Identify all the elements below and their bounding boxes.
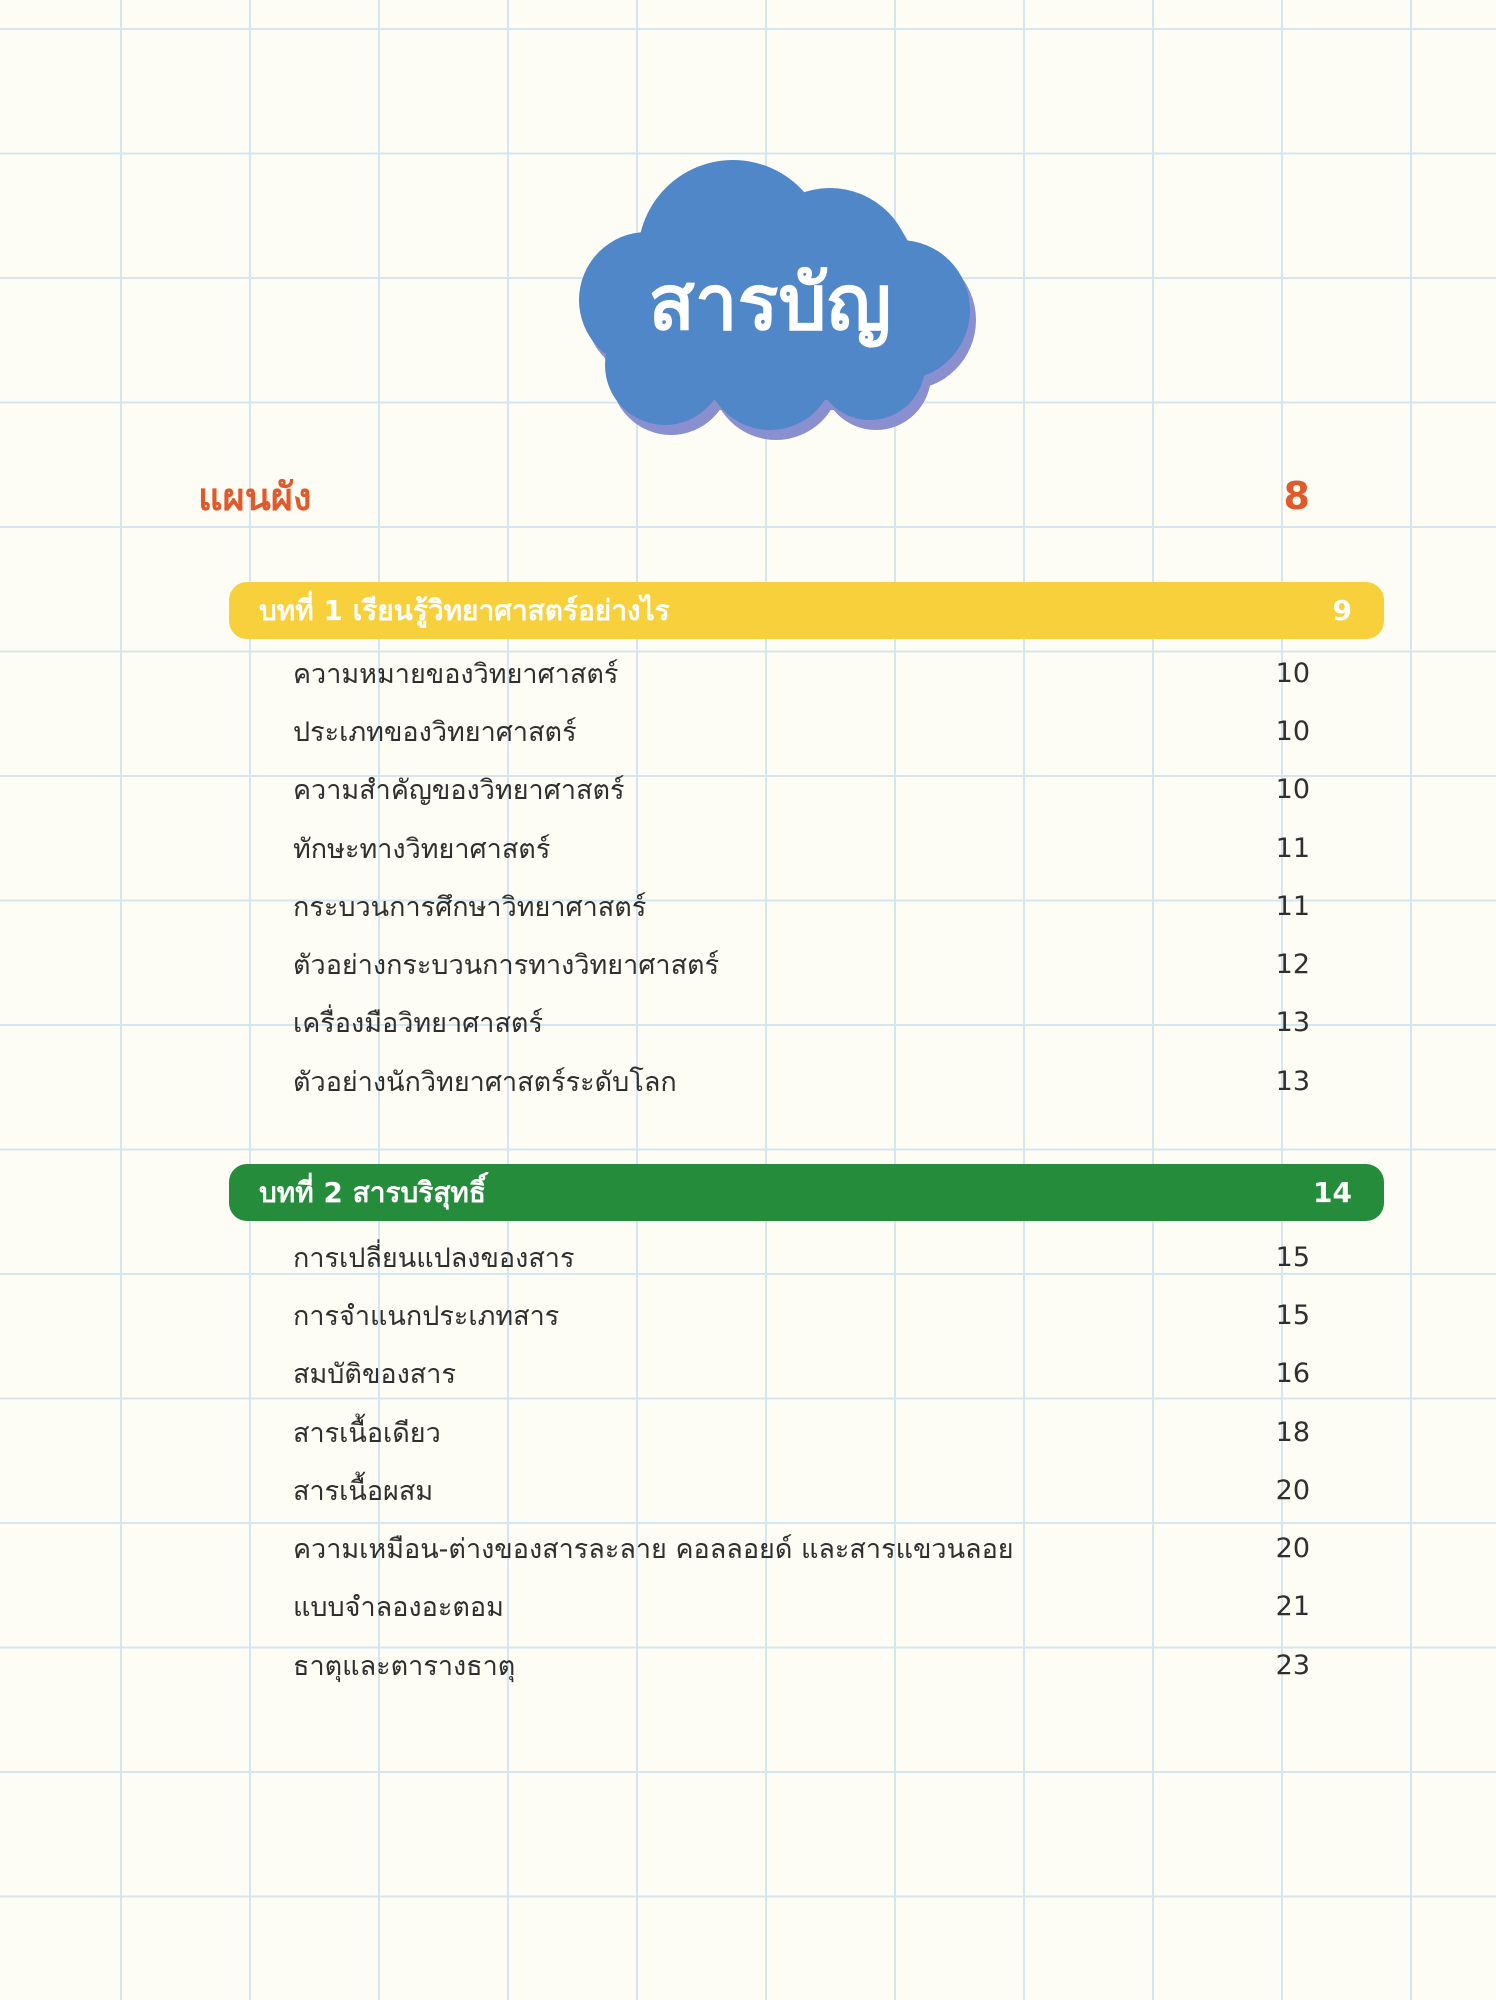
toc-entry-label: การจำแนกประเภทสาร xyxy=(293,1300,560,1332)
toc-entry[interactable] xyxy=(293,1636,1310,1694)
toc-entry-page: 20 xyxy=(1275,1533,1310,1565)
toc-entry-page: 11 xyxy=(1275,890,1310,922)
toc-entry-label: สารเนื้อผสม xyxy=(293,1475,434,1507)
chapter-1-entries xyxy=(293,644,1310,1110)
toc-entry-label: ประเภทของวิทยาศาสตร์ xyxy=(293,716,577,748)
toc-entry-label: ความหมายของวิทยาศาสตร์ xyxy=(293,658,619,690)
toc-entry-page: 15 xyxy=(1275,1299,1310,1331)
toc-entry-page: 20 xyxy=(1275,1474,1310,1506)
toc-entry-page: 15 xyxy=(1275,1241,1310,1273)
toc-entry[interactable] xyxy=(293,1461,1310,1519)
toc-entry-page: 12 xyxy=(1275,949,1310,981)
toc-entry[interactable] xyxy=(293,1228,1310,1286)
preface-page: 8 xyxy=(1283,474,1310,518)
toc-entry[interactable] xyxy=(293,644,1310,702)
toc-entry[interactable] xyxy=(293,1578,1310,1636)
toc-entry-page: 21 xyxy=(1275,1591,1310,1623)
chapter-2-title: บทที่ 2 สารบริสุทธิ์ xyxy=(259,1175,486,1209)
toc-entry-page: 13 xyxy=(1275,1065,1310,1097)
toc-entry-label: สมบัติของสาร xyxy=(293,1359,456,1391)
toc-entry[interactable] xyxy=(293,1052,1310,1110)
preface-label: แผนผัง xyxy=(198,474,312,519)
toc-entry[interactable] xyxy=(293,1403,1310,1461)
toc-entry-label: การเปลี่ยนแปลงของสาร xyxy=(293,1242,575,1274)
chapter-1-title: บทที่ 1 เรียนรู้วิทยาศาสตร์อย่างไร xyxy=(259,593,670,627)
toc-entry[interactable] xyxy=(293,1286,1310,1344)
toc-entry[interactable] xyxy=(293,877,1310,935)
toc-entry-page: 10 xyxy=(1275,774,1310,806)
toc-entry[interactable] xyxy=(293,702,1310,760)
toc-entry-page: 18 xyxy=(1275,1416,1310,1448)
toc-entry-label: ความเหมือน-ต่างของสารละลาย คอลลอยด์ และสารแขวนลอย xyxy=(293,1534,1014,1566)
toc-entry-page: 11 xyxy=(1275,832,1310,864)
toc-entry-label: สารเนื้อเดียว xyxy=(293,1417,441,1449)
toc-entry-page: 23 xyxy=(1275,1649,1310,1681)
toc-entry-page: 10 xyxy=(1275,657,1310,689)
toc-entry-label: ทักษะทางวิทยาศาสตร์ xyxy=(293,833,551,865)
toc-entry[interactable] xyxy=(293,935,1310,993)
toc-entry[interactable] xyxy=(293,1345,1310,1403)
toc-entry-page: 13 xyxy=(1275,1007,1310,1039)
title-cloud xyxy=(555,150,985,440)
toc-entry-label: เครื่องมือวิทยาศาสตร์ xyxy=(293,1008,543,1040)
preface-entry[interactable] xyxy=(198,466,1310,526)
toc-entry-page: 10 xyxy=(1275,715,1310,747)
chapter-2-page: 14 xyxy=(1313,1176,1352,1209)
toc-entry-label: ธาตุและตารางธาตุ xyxy=(293,1650,516,1682)
toc-entry[interactable] xyxy=(293,994,1310,1052)
page-title: สารบัญ xyxy=(648,258,892,347)
toc-entry[interactable] xyxy=(293,819,1310,877)
toc-entry[interactable] xyxy=(293,761,1310,819)
toc-entry-label: ตัวอย่างกระบวนการทางวิทยาศาสตร์ xyxy=(293,950,720,982)
chapter-2-entries xyxy=(293,1228,1310,1694)
chapter-1-heading[interactable] xyxy=(229,582,1384,639)
chapter-1-page: 9 xyxy=(1332,594,1352,627)
toc-entry-page: 16 xyxy=(1275,1358,1310,1390)
toc-entry-label: กระบวนการศึกษาวิทยาศาสตร์ xyxy=(293,891,647,923)
toc-entry-label: ตัวอย่างนักวิทยาศาสตร์ระดับโลก xyxy=(293,1066,677,1098)
chapter-2-heading[interactable] xyxy=(229,1164,1384,1221)
toc-entry[interactable] xyxy=(293,1519,1310,1577)
toc-entry-label: แบบจำลองอะตอม xyxy=(293,1592,504,1624)
toc-entry-label: ความสำคัญของวิทยาศาสตร์ xyxy=(293,775,625,807)
